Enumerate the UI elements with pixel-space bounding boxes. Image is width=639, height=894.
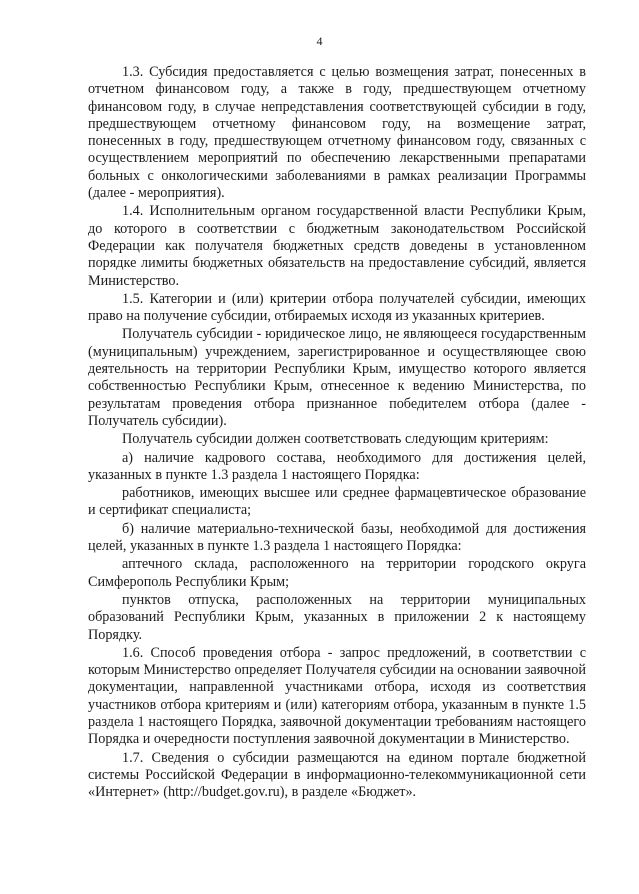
paragraph-recipient-definition: Получатель субсидии - юридическое лицо, не являющееся государственным (муниципальным) учреждением, зарегистрированное и осуществляющее свою деятельность на территории Республики Крым, имущество которого является собственностью Республики Крым, отнесенное к ведению Министерства, по результатам проведения отбора признанное победителем отбора (далее - Получатель субсидии). <box>88 326 586 429</box>
paragraph-1-7: 1.7. Сведения о субсидии размещаются на едином портале бюджетной системы Российской Федерации в информационно-телекоммуникационной сети «Интернет» (http://budget.gov.ru), в разделе «Бюджет». <box>88 749 586 801</box>
paragraph-criterion-b: б) наличие материально-технической базы, необходимой для достижения целей, указанных в пункте 1.3 раздела 1 настоящего Порядка: <box>88 520 586 555</box>
paragraph-1-6: 1.6. Способ проведения отбора - запрос предложений, в соответствии с которым Министерство определяет Получателя субсидии на основании заявочной документации, направленной участниками отбора, исходя из соответствия участников отбора критериям и (или) категориям отбора, указанным в пункте 1.5 раздела 1 настоящего Порядка, заявочной документации требованиям настоящего Порядка и очередности поступления заявочной документации в Министерство. <box>88 644 586 748</box>
page-number: 4 <box>316 34 323 48</box>
paragraph-1-4: 1.4. Исполнительным органом государственной власти Республики Крым, до которого в соответствии с бюджетным законодательством Российской Федерации как получателя бюджетных средств доведены в установленном порядке лимиты бюджетных обязательств на предоставление субсидий, является Министерство. <box>88 203 586 289</box>
paragraph-criterion-b-outlets: пунктов отпуска, расположенных на территории муниципальных образований Республики Крым, указанных в приложении 2 к настоящему Порядку. <box>88 591 586 643</box>
paragraph-criteria-intro: Получатель субсидии должен соответствовать следующим критериям: <box>122 431 549 448</box>
paragraph-criterion-a: а) наличие кадрового состава, необходимого для достижения целей, указанных в пункте 1.3 раздела 1 настоящего Порядка: <box>88 449 586 483</box>
document-body <box>88 64 586 801</box>
paragraph-criterion-a-workers: работников, имеющих высшее или среднее фармацевтическое образование и сертификат специалиста; <box>88 485 586 519</box>
paragraph-1-5: 1.5. Категории и (или) критерии отбора получателей субсидии, имеющих право на получение субсидии, отбираемых исходя из указанных критериев. <box>88 290 586 325</box>
paragraph-criterion-b-warehouse: аптечного склада, расположенного на территории городского округа Симферополь Республики Крым; <box>88 556 586 590</box>
paragraph-1-3: 1.3. Субсидия предоставляется с целью возмещения затрат, понесенных в отчетном финансовом году, а также в году, предшествующем отчетному финансовом году, в случае непредставления соответствующей субсидии в году, предшествующем отчетному финансовом году, на возмещение затрат, понесенных в году, предшествующем отчетному финансовом году, связанных с осуществлением мероприятий по обеспечению лекарственными препаратами больных с онкологическими заболеваниями в рамках реализации Программы (далее - мероприятия). <box>88 64 586 202</box>
